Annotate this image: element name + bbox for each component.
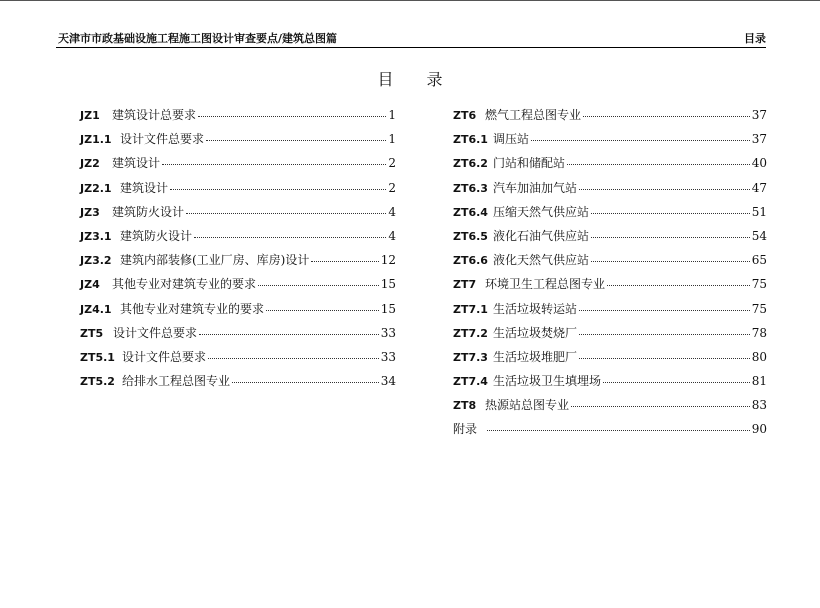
toc-entry-code: ZT5: [80, 326, 104, 340]
toc-entry-code: ZT6: [453, 109, 477, 122]
toc-entry[interactable]: [453, 396, 767, 420]
toc-entry-page: 1: [388, 108, 396, 122]
toc-entry[interactable]: [80, 275, 396, 299]
top-border-line: [0, 0, 820, 1]
toc-entry-code: ZT6.6: [453, 254, 488, 268]
dot-leader: [579, 334, 750, 335]
toc-entry[interactable]: [80, 300, 396, 324]
dot-leader: [208, 358, 379, 359]
toc-entry-label: 液化石油气供应站: [493, 228, 590, 243]
dot-leader: [266, 310, 379, 311]
toc-title: 目 录: [377, 70, 457, 89]
dot-leader: [232, 382, 379, 383]
toc-entry-page: 75: [751, 277, 767, 292]
toc-entry-code: ZT8: [453, 399, 477, 413]
dot-leader: [579, 358, 750, 359]
toc-entry-label: 生活垃圾卫生填埋场: [493, 374, 602, 389]
dot-leader: [162, 164, 386, 165]
toc-entry-page: 37: [751, 132, 767, 147]
toc-entry-code: JZ1: [80, 109, 100, 122]
toc-entry[interactable]: [80, 179, 396, 203]
toc-entry-code: JZ3: [80, 205, 100, 219]
toc-entry[interactable]: [80, 130, 396, 154]
dot-leader: [591, 261, 750, 262]
toc-entry-page: 90: [751, 422, 767, 437]
toc-right-column: [453, 106, 767, 445]
toc-entry-appendix[interactable]: [453, 420, 767, 444]
toc-entry[interactable]: [453, 130, 767, 154]
toc-entry[interactable]: [453, 372, 767, 396]
toc-entry-code: JZ2: [80, 157, 100, 171]
toc-entry-code: JZ3.1: [80, 229, 112, 243]
toc-entry-page: 78: [751, 325, 767, 340]
header-title: 天津市市政基础设施工程施工图设计审查要点/建筑总图篇: [58, 32, 338, 45]
toc-entry[interactable]: [80, 203, 396, 227]
toc-entry-page: 33: [380, 349, 396, 364]
toc-entry-code: ZT6.5: [453, 229, 488, 243]
toc-entry-page: 83: [751, 398, 767, 413]
toc-entry-code: ZT7.3: [453, 350, 488, 364]
dot-leader: [607, 285, 750, 286]
dot-leader: [579, 189, 750, 190]
dot-leader: [186, 213, 386, 214]
toc-entry-page: 37: [751, 108, 767, 122]
toc-entry[interactable]: [453, 203, 767, 227]
toc-entry-page: 4: [388, 228, 396, 243]
toc-entry-label: 生活垃圾焚烧厂: [493, 325, 578, 340]
toc-entry-label: 其他专业对建筑专业的要求: [112, 277, 257, 292]
dot-leader: [571, 406, 750, 407]
dot-leader: [194, 237, 386, 238]
toc-entry-code: ZT6.2: [453, 157, 488, 171]
toc-entry-page: 2: [388, 156, 396, 171]
toc-entry-page: 4: [388, 204, 396, 219]
toc-entry[interactable]: [453, 348, 767, 372]
toc-entry[interactable]: [453, 106, 767, 130]
toc-entry-code: JZ4: [80, 278, 100, 292]
toc-entry-label: 其他专业对建筑专业的要求: [120, 301, 265, 316]
toc-entry-label: 环境卫生工程总图专业: [485, 277, 606, 292]
toc-entry-code: JZ4.1: [80, 302, 112, 316]
toc-entry-page: 40: [751, 156, 767, 171]
toc-entry-page: 1: [388, 132, 396, 147]
dot-leader: [591, 213, 750, 214]
toc-entry[interactable]: [80, 106, 396, 130]
dot-leader: [591, 237, 750, 238]
toc-entry-code: ZT5.1: [80, 350, 115, 364]
toc-entry-code: JZ2.1: [80, 181, 112, 195]
toc-entry-label: 建筑设计总要求: [112, 108, 197, 122]
toc-entry-code: ZT7: [453, 278, 477, 292]
toc-entry-page: 47: [751, 180, 767, 195]
toc-entry[interactable]: [80, 227, 396, 251]
toc-entry[interactable]: [453, 154, 767, 178]
toc-entry-label: 设计文件总要求: [120, 132, 205, 147]
toc-entry-code: JZ1.1: [80, 133, 112, 147]
toc-entry[interactable]: [80, 154, 396, 178]
dot-leader: [311, 261, 378, 262]
dot-leader: [206, 140, 386, 141]
dot-leader: [258, 285, 379, 286]
toc-entry-page: 51: [751, 204, 767, 219]
page-header: [56, 31, 766, 48]
toc-entry-page: 34: [380, 374, 396, 389]
toc-entry-code: ZT6.4: [453, 205, 488, 219]
dot-leader: [583, 116, 750, 117]
toc-entry-page: 81: [751, 374, 767, 389]
toc-entry-page: 33: [380, 325, 396, 340]
toc-entry-page: 15: [380, 301, 396, 316]
toc-entry-label: 热源站总图专业: [485, 398, 570, 413]
toc-entry[interactable]: [453, 179, 767, 203]
toc-entry-page: 75: [751, 301, 767, 316]
toc-left-column: [80, 106, 396, 396]
toc-entry[interactable]: [453, 227, 767, 251]
toc-entry-code: ZT7.4: [453, 375, 488, 389]
toc-entry-label: 建筑设计: [120, 180, 169, 195]
toc-entry[interactable]: [453, 300, 767, 324]
dot-leader: [199, 334, 379, 335]
toc-entry-code: ZT6.3: [453, 181, 488, 195]
dot-leader: [170, 189, 386, 190]
toc-entry-page: 2: [388, 180, 396, 195]
dot-leader: [531, 140, 750, 141]
toc-entry-label: 生活垃圾转运站: [493, 301, 578, 316]
toc-entry-label: 设计文件总要求: [122, 349, 207, 364]
header-section: 目录: [744, 32, 766, 45]
toc-entry-label: 液化天然气供应站: [493, 253, 590, 268]
toc-entry-label: 建筑内部装修(工业厂房、库房)设计: [120, 253, 310, 268]
toc-entry[interactable]: [80, 324, 396, 348]
dot-leader: [198, 116, 386, 117]
toc-entry-code: ZT5.2: [80, 375, 115, 389]
toc-entry-page: 54: [751, 228, 767, 243]
toc-entry-page: 80: [751, 349, 767, 364]
dot-leader: [567, 164, 750, 165]
toc-entry[interactable]: [453, 251, 767, 275]
toc-entry-label: 建筑防火设计: [112, 204, 185, 219]
toc-entry-label: 附录: [453, 422, 478, 437]
toc-entry-label: 汽车加油加气站: [493, 180, 578, 195]
toc-entry-label: 燃气工程总图专业: [485, 108, 582, 122]
toc-entry-code: ZT7.2: [453, 326, 488, 340]
toc-entry[interactable]: [453, 275, 767, 299]
toc-entry-page: 12: [380, 253, 396, 268]
toc-entry-label: 生活垃圾堆肥厂: [493, 349, 578, 364]
toc-entry[interactable]: [80, 348, 396, 372]
toc-entry[interactable]: [80, 251, 396, 275]
toc-entry-code: ZT6.1: [453, 133, 488, 147]
toc-entry-label: 建筑防火设计: [120, 228, 193, 243]
dot-leader: [487, 430, 750, 431]
toc-entry-code: ZT7.1: [453, 302, 488, 316]
dot-leader: [603, 382, 750, 383]
toc-entry-code: JZ3.2: [80, 254, 112, 268]
toc-entry[interactable]: [80, 372, 396, 396]
toc-entry-page: 15: [380, 277, 396, 292]
toc-entry-label: 给排水工程总图专业: [122, 374, 231, 389]
dot-leader: [579, 310, 750, 311]
toc-entry-label: 建筑设计: [112, 156, 161, 171]
toc-entry[interactable]: [453, 324, 767, 348]
toc-entry-label: 设计文件总要求: [113, 325, 198, 340]
toc-entry-label: 压缩天然气供应站: [493, 204, 590, 219]
toc-entry-label: 门站和储配站: [493, 156, 566, 171]
toc-entry-page: 65: [751, 253, 767, 268]
toc-entry-label: 调压站: [493, 132, 530, 147]
